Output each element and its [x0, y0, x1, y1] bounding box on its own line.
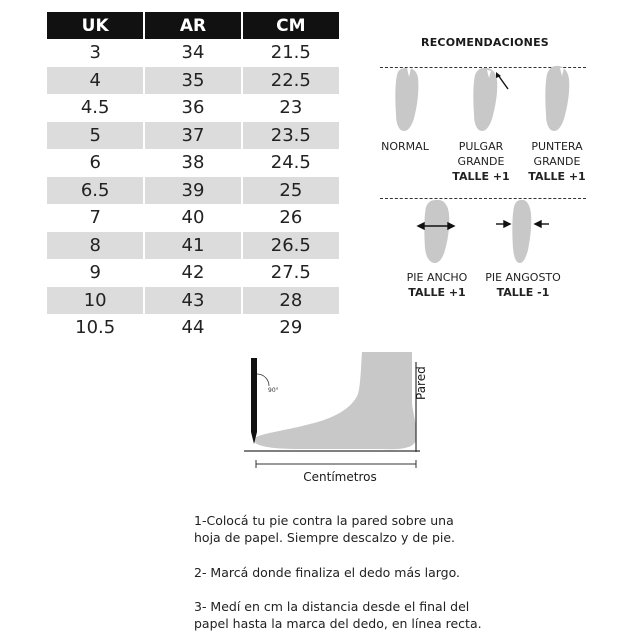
foot-side-icon — [254, 352, 417, 449]
instruction-step2: 2- Marcá donde finaliza el dedo más largo. — [194, 565, 460, 580]
foot-icons-row2 — [410, 196, 560, 266]
table-row — [47, 314, 339, 342]
cell-uk: 9 — [47, 259, 144, 287]
caption-normal: NORMAL — [381, 140, 429, 153]
table-row — [47, 177, 339, 205]
cell-ar: 34 — [144, 39, 241, 67]
caption-toe-tip-line2: GRANDE — [533, 155, 581, 168]
cell-cm: 23 — [242, 94, 339, 122]
instruction-step1-line2: hoja de papel. Siempre descalzo y de pie. — [194, 530, 456, 545]
header-cm: CM — [242, 12, 339, 39]
cell-cm: 26 — [242, 204, 339, 232]
cell-uk: 10 — [47, 287, 144, 315]
cell-ar: 38 — [144, 149, 241, 177]
cell-ar: 44 — [144, 314, 241, 342]
caption-narrow-line1: PIE ANGOSTO — [485, 271, 561, 284]
cell-cm: 21.5 — [242, 39, 339, 67]
caption-narrow — [478, 270, 568, 300]
cell-ar: 35 — [144, 67, 241, 95]
cell-uk: 10.5 — [47, 314, 144, 342]
cell-cm: 26.5 — [242, 232, 339, 260]
cell-cm: 24.5 — [242, 149, 339, 177]
caption-toe-tip-line1: PUNTERA — [531, 140, 583, 153]
cell-cm: 29 — [242, 314, 339, 342]
foot-wide-icon — [424, 200, 449, 263]
table-row — [47, 39, 339, 67]
cell-ar: 39 — [144, 177, 241, 205]
instruction-step1 — [194, 512, 494, 546]
foot-big-toe-icon — [473, 68, 497, 131]
big-toe-arrow-icon — [498, 75, 508, 89]
table-row — [47, 67, 339, 95]
table-body — [47, 39, 339, 342]
table-row — [47, 122, 339, 150]
cell-uk: 4 — [47, 67, 144, 95]
cell-uk: 8 — [47, 232, 144, 260]
foot-normal-icon — [395, 68, 418, 131]
recommendations-title: RECOMENDACIONES — [421, 36, 549, 49]
axis-label: Centímetros — [303, 470, 377, 484]
pencil-icon — [251, 358, 257, 444]
header-ar: AR — [144, 12, 241, 39]
cell-cm: 23.5 — [242, 122, 339, 150]
wall-label: Pared — [414, 366, 428, 400]
caption-big-toe-line2: GRANDE — [457, 155, 505, 168]
table-row — [47, 94, 339, 122]
caption-big-toe-advice: TALLE +1 — [452, 170, 510, 183]
cell-ar: 41 — [144, 232, 241, 260]
cell-ar: 36 — [144, 94, 241, 122]
caption-narrow-advice: TALLE -1 — [496, 286, 550, 299]
foot-toe-tip-icon — [545, 66, 569, 131]
caption-wide — [392, 270, 482, 300]
caption-wide-line1: PIE ANCHO — [406, 271, 468, 284]
instruction-step3 — [194, 598, 494, 632]
cell-ar: 42 — [144, 259, 241, 287]
cell-ar: 43 — [144, 287, 241, 315]
table-header-row — [47, 12, 339, 39]
cell-ar: 40 — [144, 204, 241, 232]
table-row — [47, 232, 339, 260]
caption-big-toe-line1: PULGAR — [458, 140, 504, 153]
cell-cm: 22.5 — [242, 67, 339, 95]
table-row — [47, 204, 339, 232]
cell-uk: 4.5 — [47, 94, 144, 122]
cell-uk: 7 — [47, 204, 144, 232]
cell-uk: 3 — [47, 39, 144, 67]
cell-cm: 27.5 — [242, 259, 339, 287]
instruction-step1-line1: 1-Colocá tu pie contra la pared sobre una — [194, 513, 454, 528]
cell-uk: 6 — [47, 149, 144, 177]
cell-cm: 25 — [242, 177, 339, 205]
angle-arc — [257, 374, 269, 386]
instruction-step3-line2: papel hasta la marca del dedo, en línea recta. — [194, 616, 482, 631]
cell-ar: 37 — [144, 122, 241, 150]
cell-uk: 5 — [47, 122, 144, 150]
cell-cm: 28 — [242, 287, 339, 315]
table-row — [47, 287, 339, 315]
table-row — [47, 259, 339, 287]
measuring-diagram — [240, 352, 430, 472]
cell-uk: 6.5 — [47, 177, 144, 205]
foot-icons-row1 — [380, 62, 590, 142]
caption-wide-advice: TALLE +1 — [408, 286, 466, 299]
caption-toe-tip-advice: TALLE +1 — [528, 170, 586, 183]
caption-toe-tip — [524, 139, 590, 184]
header-uk: UK — [47, 12, 144, 39]
angle-label: 90° — [268, 387, 279, 394]
instruction-step3-line1: 3- Medí en cm la distancia desde el final del — [194, 599, 470, 614]
foot-narrow-icon — [512, 200, 531, 263]
size-table — [47, 12, 339, 342]
caption-big-toe — [448, 139, 514, 184]
table-row — [47, 149, 339, 177]
